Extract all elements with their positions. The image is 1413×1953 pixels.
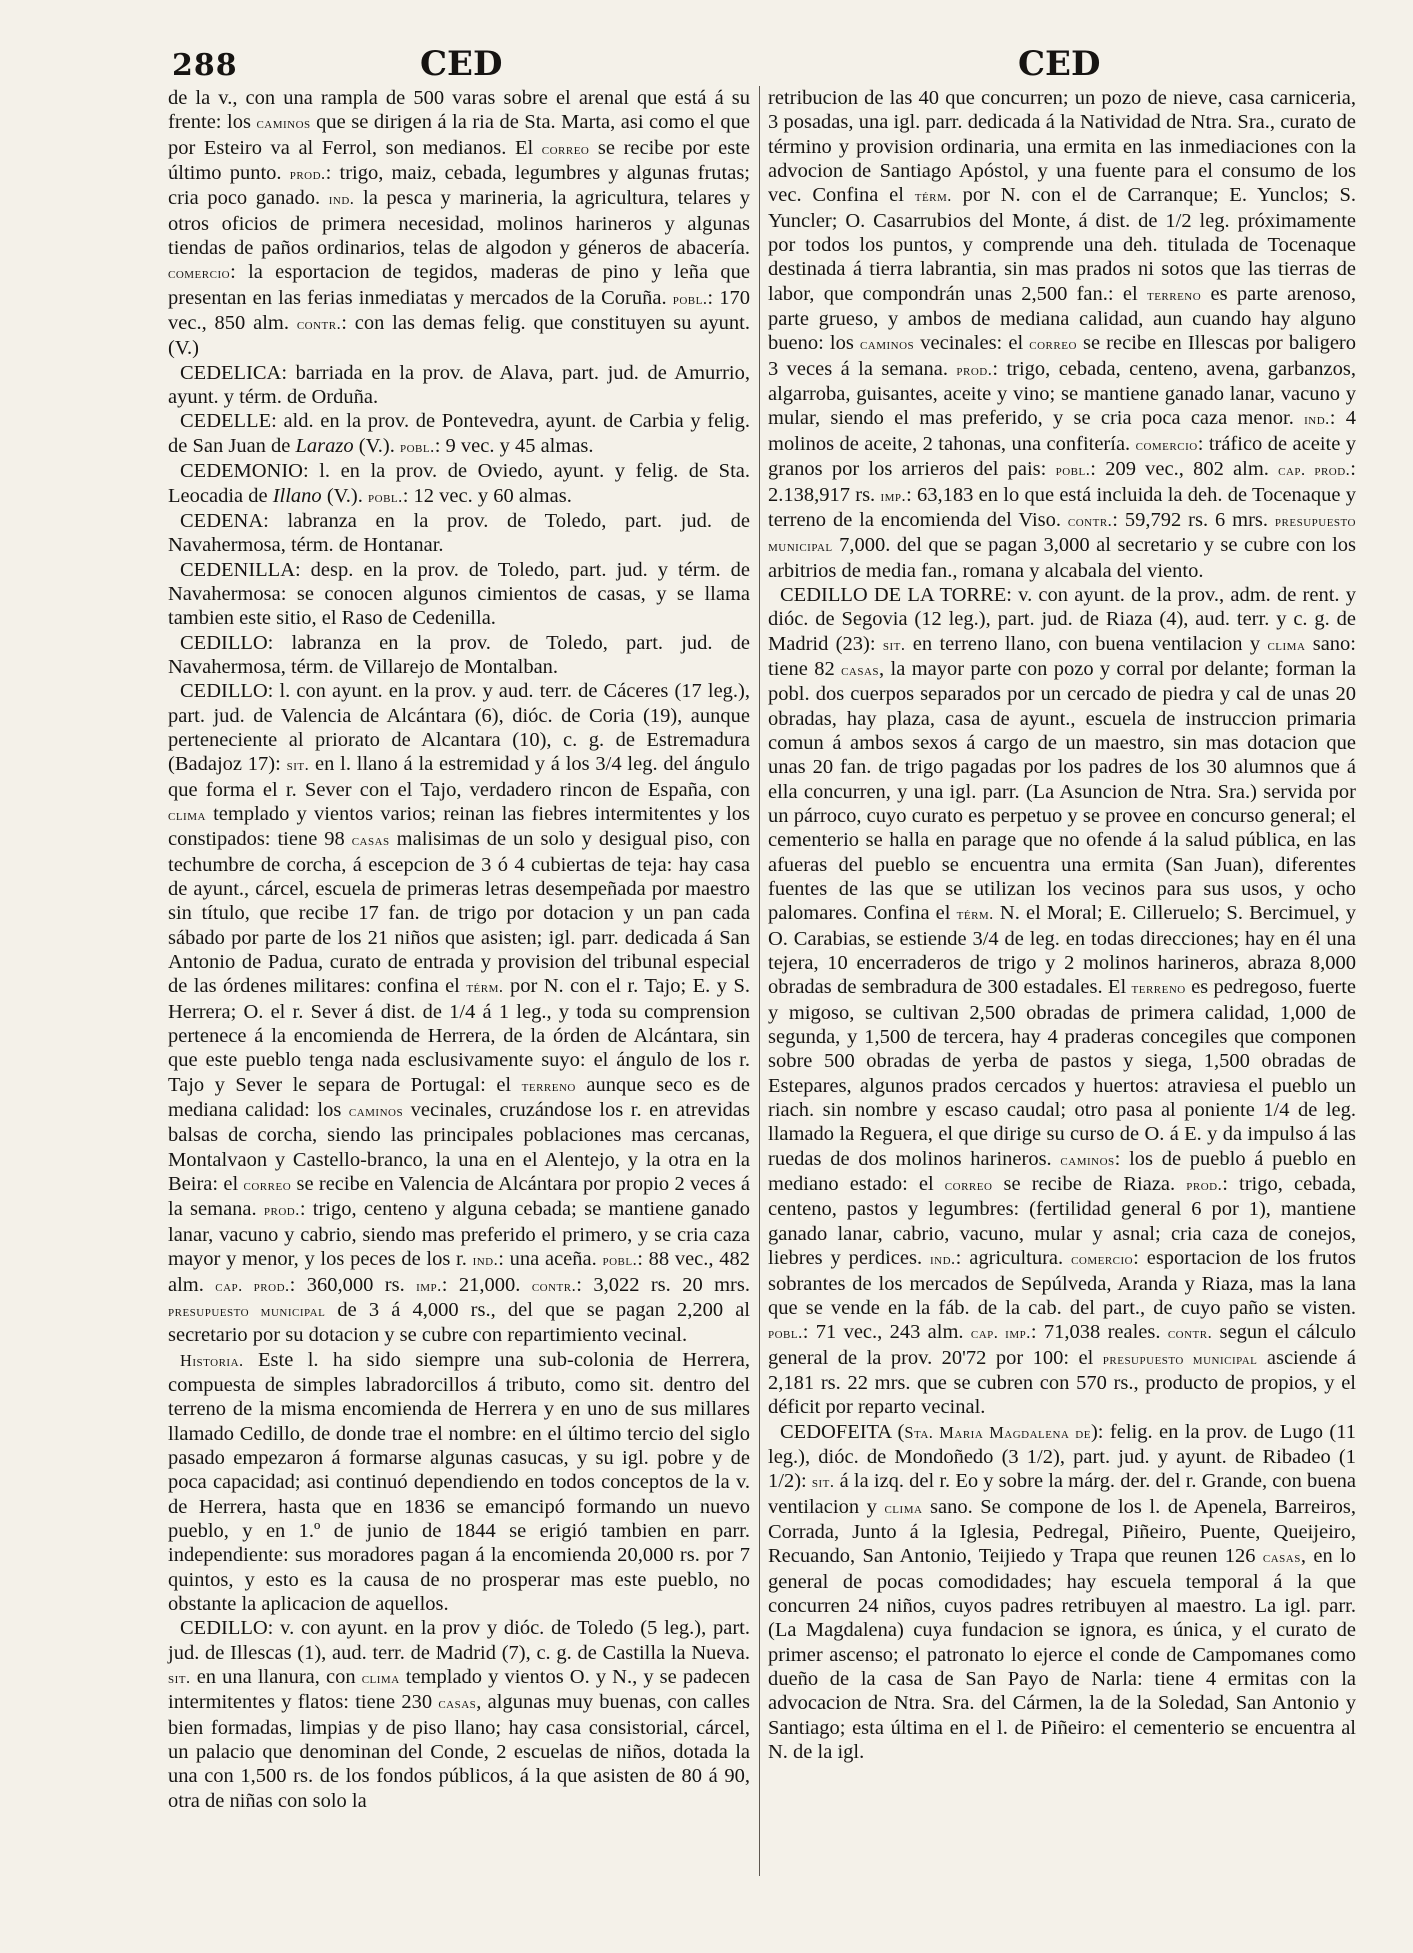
dictionary-entry: CEDENA: labranza en la prov. de Toledo, part. jud. de Navahermosa, térm. de Hontanar. — [168, 509, 750, 557]
page-number: 288 — [172, 48, 238, 83]
dictionary-entry: Historia. Este l. ha sido siempre una sub-colonia de Herrera, compuesta de simples labradorcillos á tributo, como sit. dentro del terreno de la misma encomienda de Herrera y en uno de sus millares llamado Cedillo, de donde trae el nombre: en el último tercio del siglo pasado empezaron á formarse algunas casucas, y su igl. pobre y de poca capacidad; asi continuó dependiendo en todos conceptos de la v. de Herrera, hasta que en 1836 se emancipó formando un nuevo pueblo, y en 1.º de junio de 1844 se erigió tambien en parr. independiente: sus moradores pagan á la encomienda 20,000 rs. por 7 quintos, y esto es la causa de no prosperar mas este pueblo, no obstante la aplicacion de aquellos. — [168, 1348, 750, 1615]
dictionary-entry: CEDELLE: ald. en la prov. de Pontevedra, ayunt. de Carbia y felig. de San Juan de Larazo (V.). pobl.: 9 vec. y 45 almas. — [168, 410, 750, 457]
dictionary-entry: CEDILLO: l. con ayunt. en la prov. y aud. terr. de Cáceres (17 leg.), part. jud. de Valencia de Alcántara (6), dióc. de Coria (19), aunque perteneciente al priorato de Alcantara (10), c. g. de Estremadura (Badajoz 17): sit. en l. llano á la estremidad y á los 3/4 leg. del ángulo que forma el r. Sever con el Tajo, verdadero rincon de España, con clima templado y vientos varios; reinan las fiebres intermitentes y los constipados: tiene 98 casas malisimas de un solo y desigual piso, con techumbre de corcha, á escepcion de 3 ó 4 cubiertas de teja: hay casa de ayunt., cárcel, escuela de primeras letras desempeñada por maestro sin título, que recibe 17 fan. de trigo por dotacion y un pan cada sábado por parte de los 21 niños que asisten; igl. parr. dedicada á San Antonio de Padua, curato de entrada y provision del tribunal especial de las órdenes militares: confina el térm. por N. con el r. Tajo; E. y S. Herrera; O. el r. Sever á dist. de 1/4 á 1 leg., y toda su comprension pertenece á la encomienda de Herrera, de la órden de Alcántara, sin que este pueblo tenga nada esclusivamente suyo: el ángulo de los r. Tajo y Sever le separa de Portugal: el terreno aunque seco es de mediana calidad: los caminos vecinales, cruzándose los r. en atrevidas balsas de corcha, siendo las principales poblaciones mas cercanas, Montalvaon y Castello-branco, la una en el Alentejo, y la otra en la Beira: el correo se recibe en Valencia de Alcántara por propio 2 veces á la semana. prod.: trigo, centeno y alguna cebada; se mantiene ganado lanar, vacuno y cabrio, siendo mas preferido el primero, y se cria caza mayor y menor, y los peces de los r. ind.: una aceña. pobl.: 88 vec., 482 alm. cap. prod.: 360,000 rs. imp.: 21,000. contr.: 3,022 rs. 20 mrs. presupuesto municipal de 3 á 4,000 rs., del que se pagan 2,200 al secretario por su dotacion y se cubre con repartimiento vecinal. — [168, 680, 751, 1347]
right-column — [768, 86, 1356, 1764]
running-head-right: CED — [1018, 44, 1101, 84]
dictionary-entry: CEDEMONIO: l. en la prov. de Oviedo, ayunt. y felig. de Sta. Leocadia de Illano (V.). pobl.: 12 vec. y 60 almas. — [168, 460, 750, 507]
continued-paragraph: retribucion de las 40 que concurren; un pozo de nieve, casa carniceria, 3 posadas, una igl. parr. dedicada á la Natividad de Ntra. Sra., curato de término y provision ordinaria, una ermita en las inmediaciones con la advocion de Santiago Apóstol, y una fuente para el consumo de los vec. Confina el térm. por N. con el de Carranque; E. Yunclos; S. Yuncler; O. Casarrubios del Monte, á dist. de 1/2 leg. próximamente por todos los puntos, y comprende una deh. titulada de Tocenaque destinada á tierra labrantia, sin mas prados ni sotos que las tierras de labor, que compondrán unas 2,500 fan.: el terreno es parte arenoso, parte grueso, y ambos de mediana calidad, aun cuando hay alguno bueno: los caminos vecinales: el correo se recibe en Illescas por baligero 3 veces á la semana. prod.: trigo, cebada, centeno, avena, garbanzos, algarroba, guisantes, aceite y vino; se mantiene ganado lanar, vacuno y mular, siendo el mas preferido, y se cria poca caza menor. ind.: 4 molinos de aceite, 2 tahonas, una confitería. comercio: tráfico de aceite y granos por los arrieros del pais: pobl.: 209 vec., 802 alm. cap. prod.: 2.138,917 rs. imp.: 63,183 en lo que está incluida la deh. de Tocenaque y terreno de la encomienda del Viso. contr.: 59,792 rs. 6 mrs. presupuesto municipal 7,000. del que se pagan 3,000 al secretario y se cubre con los arbitrios de media fan., romana y alcabala del viento. — [768, 87, 1357, 582]
dictionary-entry: CEDILLO: v. con ayunt. en la prov y dióc. de Toledo (5 leg.), part. jud. de Illescas (1), aud. terr. de Madrid (7), c. g. de Castilla la Nueva. sit. en una llanura, con clima templado y vientos O. y N., y se padecen intermitentes y flatos: tiene 230 casas, algunas muy buenas, con calles bien formadas, limpias y de piso llano; hay casa consistorial, cárcel, un palacio que denominan del Conde, 2 escuelas de niños, dotada la una con 1,500 rs. de los fondos públicos, á la que asisten de 80 á 90, otra de niñas con solo la — [168, 1617, 750, 1812]
dictionary-entry: CEDILLO: labranza en la prov. de Toledo, part. jud. de Navahermosa, térm. de Villarejo de Montalban. — [168, 631, 750, 678]
left-column — [168, 86, 750, 1813]
column-divider — [759, 86, 760, 1876]
running-head-left: CED — [420, 44, 503, 84]
dictionary-entry: CEDENILLA: desp. en la prov. de Toledo, part. jud. y térm. de Navahermosa: se conocen algunos cimientos de casas, y se llama tambien este sitio, el Raso de Cedenilla. — [168, 558, 750, 630]
continued-paragraph: de la v., con una rampla de 500 varas sobre el arenal que está á su frente: los caminos que se dirigen á la ria de Sta. Marta, asi como el que por Esteiro va al Ferrol, son medianos. El correo se recibe por este último punto. prod.: trigo, maiz, cebada, legumbres y algunas frutas; cria poco ganado. ind. la pesca y marineria, la agricultura, telares y otros oficios de primera necesidad, molinos harineros y algunas tiendas de paños ordinarios, telas de algodon y géneros de abacería. comercio: la esportacion de tegidos, maderas de pino y leña que presentan en las ferias inmediatas y mercados de la Coruña. pobl.: 170 vec., 850 alm. contr.: con las demas felig. que constituyen su ayunt. (V.) — [168, 87, 750, 360]
dictionary-entry: CEDELICA: barriada en la prov. de Alava, part. jud. de Amurrio, ayunt. y térm. de Orduña. — [168, 361, 750, 409]
dictionary-entry: CEDOFEITA (Sta. Maria Magdalena de): felig. en la prov. de Lugo (11 leg.), dióc. de Mondoñedo (3 1/2), part. jud. y ayunt. de Ribadeo (1 1/2): sit. á la izq. del r. Eo y sobre la márg. der. del r. Grande, con buena ventilacion y clima sano. Se compone de los l. de Apenela, Barreiros, Corrada, Junto á la Iglesia, Pedregal, Piñeiro, Puente, Queijeiro, Recuando, San Antonio, Teijiedo y Trapa que reunen 126 casas, en lo general de pocas comodidades; hay escuela temporal á la que concurren 24 niños, cuyos padres retribuyen al maestro. La igl. parr. (La Magdalena) cuya fundacion se ignora, es única, y el curato de primer ascenso; el patronato lo ejerce el conde de Campomanes como dueño de la casa de San Payo de Narla: tiene 4 ermitas con la advocacion de Ntra. Sra. del Cármen, la de la Soledad, San Antonio y Santiago; esta última en el l. de Piñeiro: el cementerio se encuentra al N. de la igl. — [768, 1420, 1357, 1764]
dictionary-entry: CEDILLO DE LA TORRE: v. con ayunt. de la prov., adm. de rent. y dióc. de Segovia (12 leg.), part. jud. de Riaza (4), aud. terr. y c. g. de Madrid (23): sit. en terreno llano, con buena ventilacion y clima sano: tiene 82 casas, la mayor parte con pozo y corral por delante; forman la pobl. dos cuerpos separados por un cercado de piedra y cal de unas 20 obradas, hay plaza, casa de ayunt., escuela de instruccion primaria comun á ambos sexos á cargo de un maestro, sin mas dotacion que unas 20 fan. de trigo pagadas por los padres de los 30 alumnos que á ella concurren, y una igl. parr. (La Asuncion de Ntra. Sra.) servida por un párroco, cuyo curato es perpetuo y se provee en concurso general; el cementerio se halla en parage que no ofende á la salud pública, en las afueras del pueblo se encuentra una ermita (San Juan), diferentes fuentes de las que se utilizan los vecinos para sus usos, y ocho palomares. Confina el térm. N. el Moral; E. Cilleruelo; S. Bercimuel, y O. Carabias, se estiende 3/4 de leg. en todas direcciones; hay en él una tejera, 10 encerraderos de trigo y 2 molinos harineros, abraza 8,000 obradas de sembradura de 300 estadales. El terreno es pedregoso, fuerte y migoso, se cultivan 2,500 obradas de primera calidad, 1,000 de segunda, y 1,500 de tercera, hay 4 praderas concegiles que componen sobre 500 obradas de yerba de pastos y siega, 1,500 obradas de Estepares, algunos prados cercados y huertos: atraviesa el pueblo un riach. sin nombre y escaso caudal; otro pasa al poniente 1/4 de leg. llamado la Reguera, el que dirige su curso de O. á E. y da impulso á las ruedas de dos molinos harineros. caminos: los de pueblo á pueblo en mediano estado: el correo se recibe de Riaza. prod.: trigo, cebada, centeno, pastos y legumbres: (fertilidad general 6 por 1), mantiene ganado lanar, cabrio, vacuno, mular y asnal; cria caza de conejos, liebres y perdices. ind.: agricultura. comercio: esportacion de los frutos sobrantes de los mercados de Sepúlveda, Aranda y Riaza, mas la lana que se vende en la fáb. de la cab. del part., de cuyo paño se visten. pobl.: 71 vec., 243 alm. cap. imp.: 71,038 reales. contr. segun el cálculo general de la prov. 20'72 por 100: el presupuesto municipal asciende á 2,181 rs. 22 mrs. que se cubren con 570 rs., producto de propios, y el déficit por reparto vecinal. — [768, 583, 1357, 1419]
